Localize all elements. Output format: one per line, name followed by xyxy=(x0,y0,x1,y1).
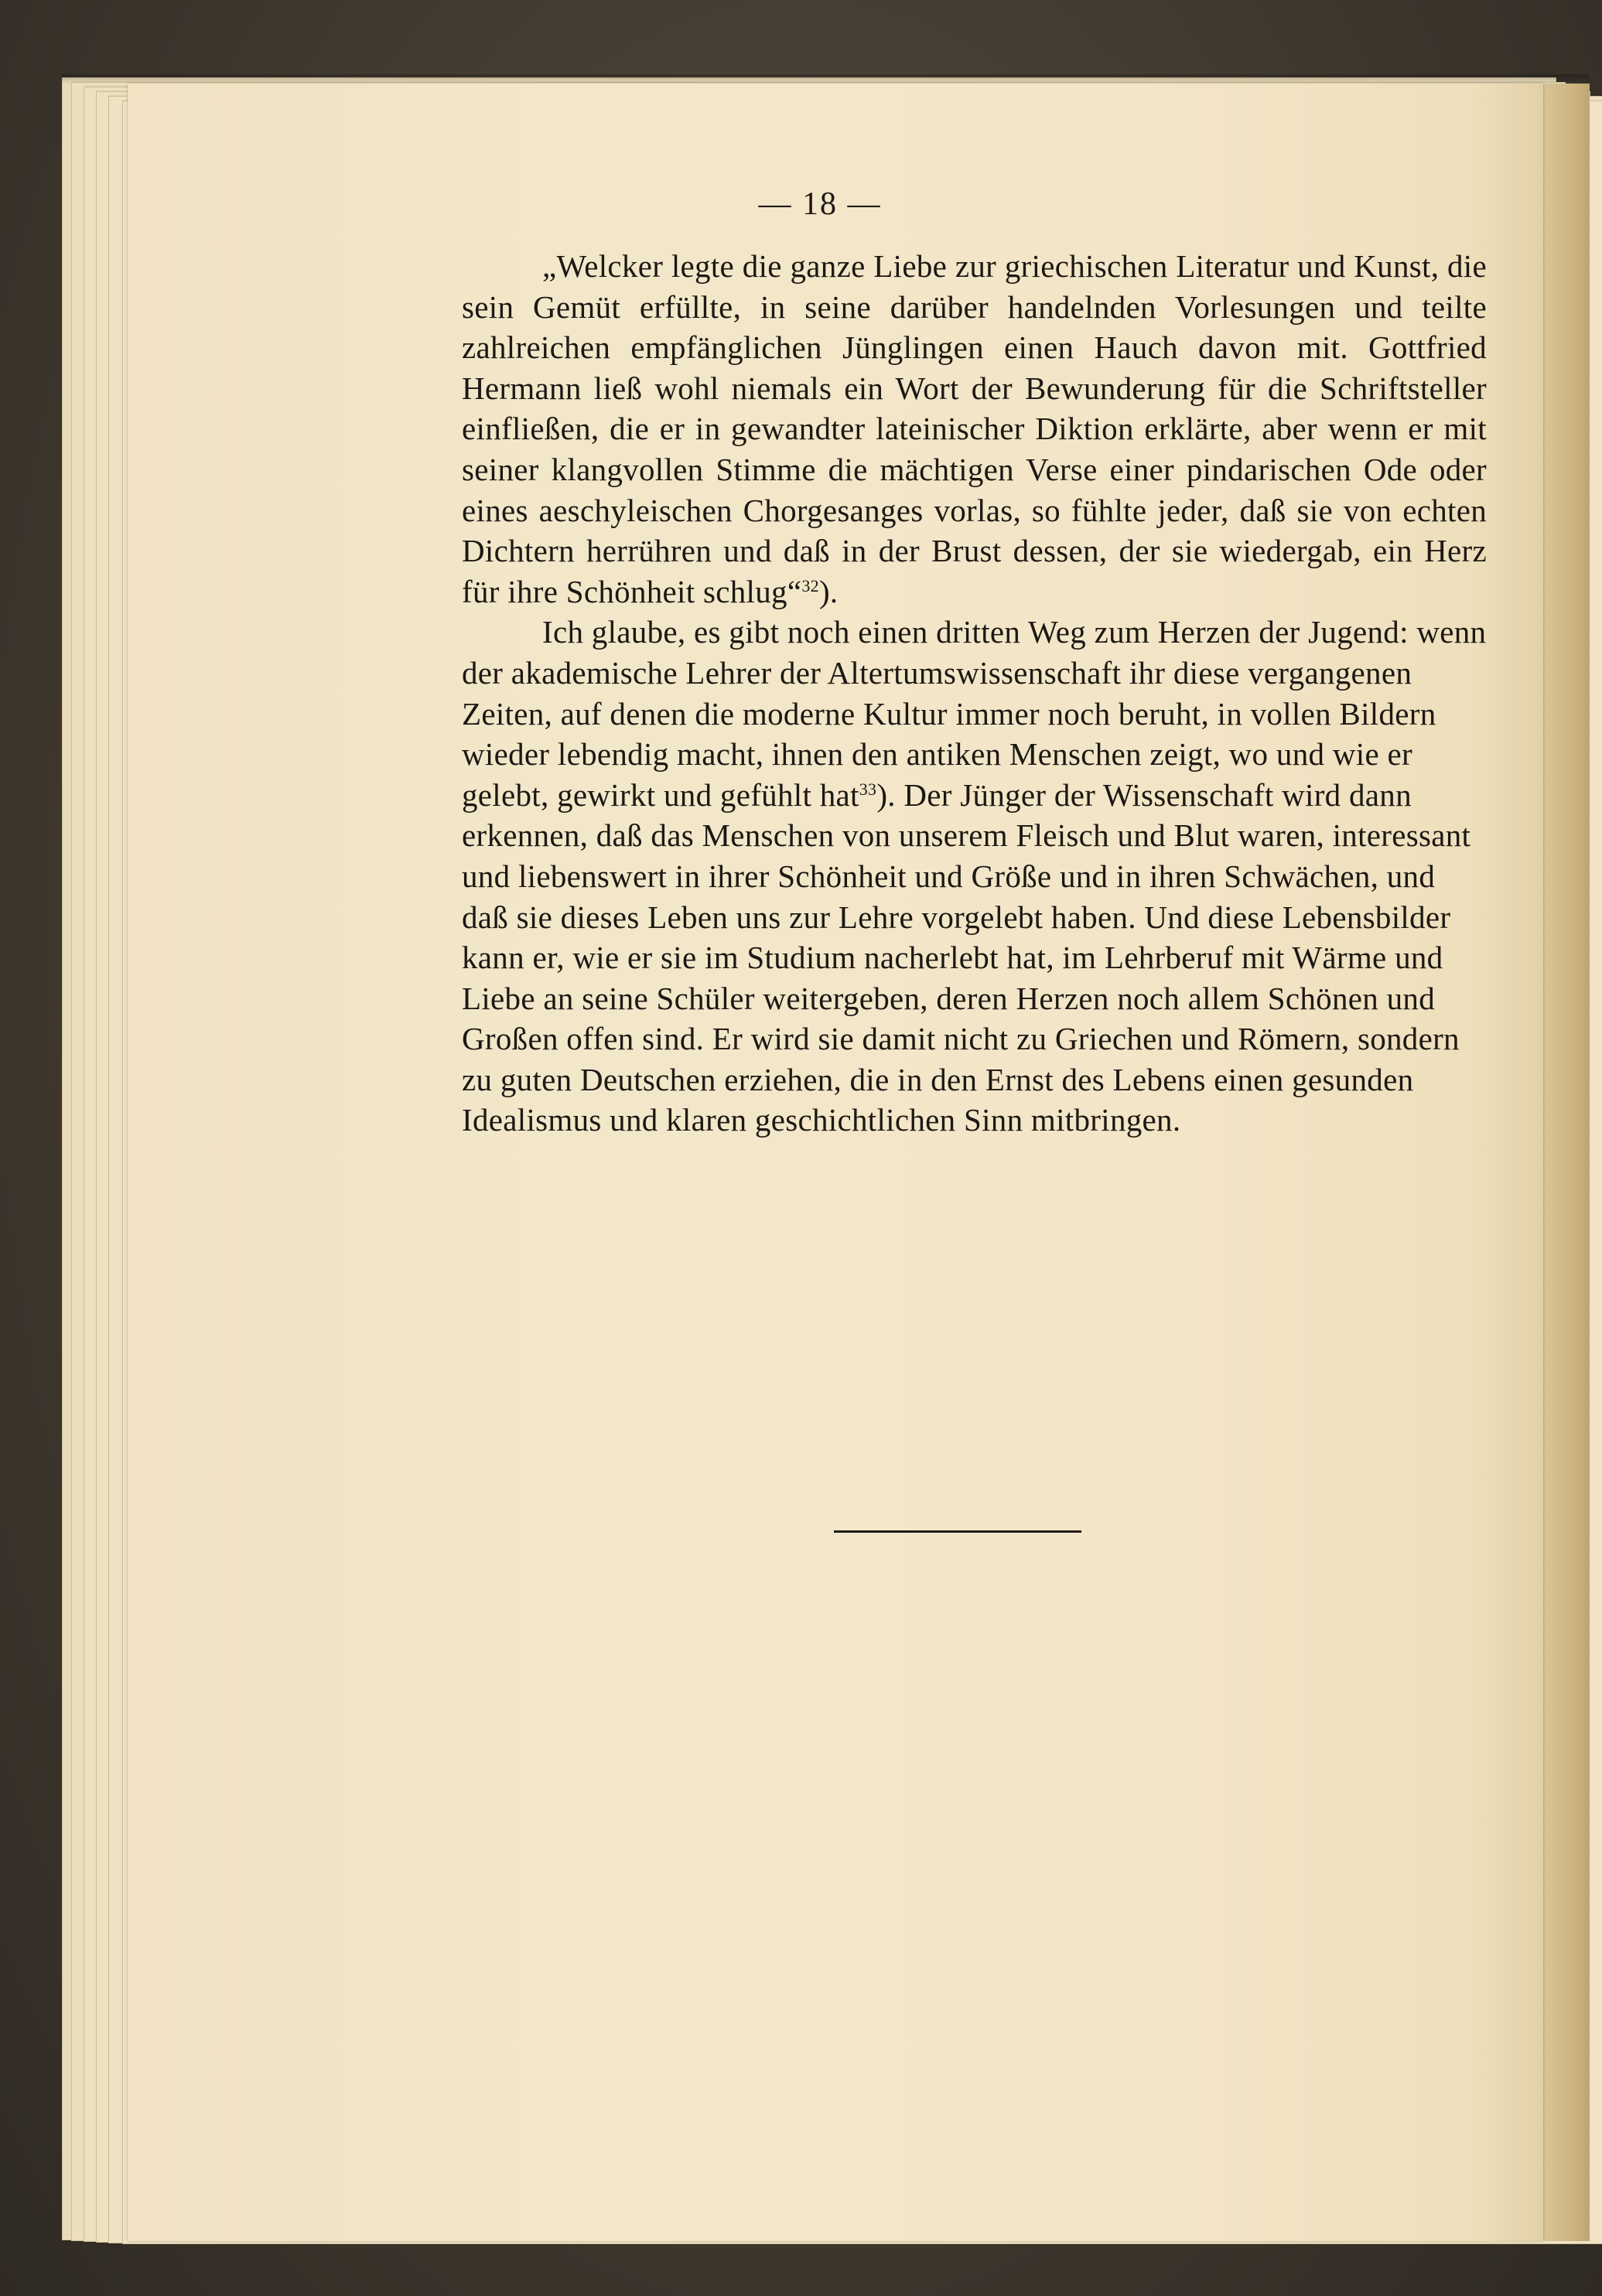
page-top-shadow xyxy=(62,74,1590,84)
paragraph-2-text-a: Ich glaube, es gibt noch einen dritten Weg zum Herzen der Jugend: wenn der akademische Lehrer der Altertumswissenschaft ihr diese vergangenen Zeiten, auf denen die moderne Kultur immer noch beruht, in vollen Bildern wieder lebendig macht, ihnen den antiken Menschen zeigt, wo und wie er gelebt, gewirkt und gefühlt hat xyxy=(462,614,1487,813)
paragraph-1 xyxy=(462,246,1487,612)
paragraph-1-text-b: ). xyxy=(818,573,839,609)
paragraph-1-text-a: „Welcker legte die ganze Liebe zur griechischen Literatur und Kunst, die sein Gemüt erfüllte, in seine darüber handelnden Vorlesungen und teilte zahlreichen empfänglichen Jünglingen einen Hauch davon mit. Gottfried Hermann ließ wohl niemals ein Wort der Bewunderung für die Schriftsteller einfließen, die er in gewandter lateinischer Diktion erklärte, aber wenn er mit seiner klangvollen Stimme die mächtigen Verse einer pindarischen Ode oder eines aeschyleischen Chorgesanges vorlas, so fühlte jeder, daß sie von echten Dichtern herrühren und daß in der Brust dessen, der sie wiedergab, ein Herz für ihre Schönheit schlug“ xyxy=(462,248,1487,609)
footnote-ref-32: 32 xyxy=(801,575,819,595)
page-gutter-edge xyxy=(1543,84,1590,2241)
paragraph-2-text-b: ). Der Jünger der Wissenschaft wird dann erkennen, daß das Menschen von unserem Fleisch und Blut waren, interessant und liebenswert in ihrer Schönheit und Größe und in ihren Schwächen, und daß sie dieses Leben uns zur Lehre vorgelebt haben. Und diese Lebensbilder kann er, wie er sie im Studium nacherlebt hat, im Lehrberuf mit Wärme und Liebe an seine Schüler weitergeben, deren Herzen noch allem Schönen und Großen offen sind. Er wird sie damit nicht zu Griechen und Römern, sondern zu guten Deutschen erziehen, die in den Ernst des Lebens einen gesunden Idealismus und klaren geschichtlichen Sinn mitbringen. xyxy=(462,776,1471,1138)
paragraph-2 xyxy=(462,612,1487,1141)
section-end-rule xyxy=(834,1530,1081,1533)
footnote-ref-33: 33 xyxy=(859,779,877,799)
body-text xyxy=(462,246,1487,1141)
page-number: — 18 — xyxy=(758,186,882,222)
